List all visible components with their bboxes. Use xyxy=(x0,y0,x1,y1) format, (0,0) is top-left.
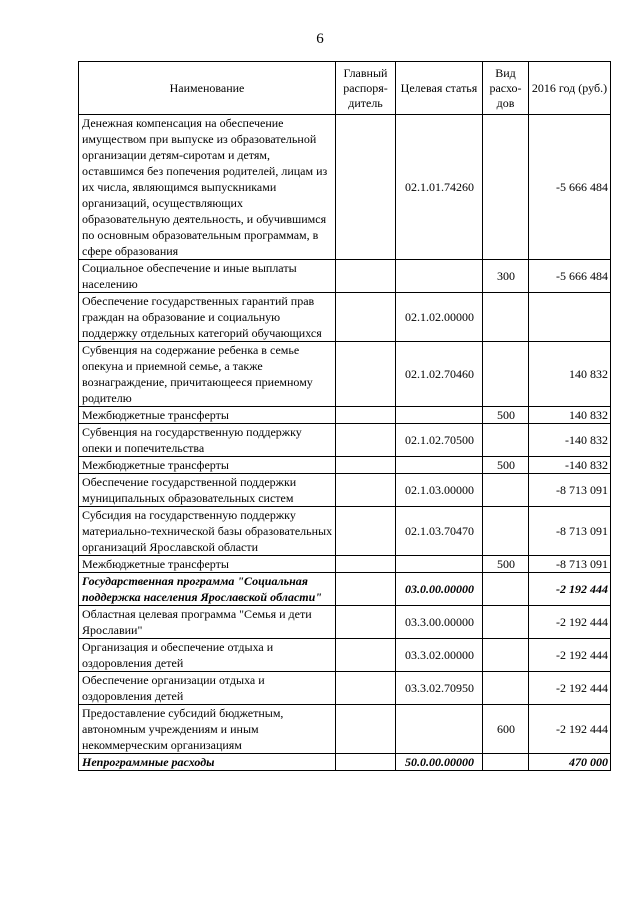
table-row xyxy=(79,556,611,573)
row-amount: 470 000 xyxy=(529,754,611,771)
row-name: Субсидия на государственную поддержку материально-технической базы образовательных организаций Ярославской области xyxy=(79,507,336,556)
table-row xyxy=(79,705,611,754)
row-name: Обеспечение государственных гарантий прав граждан на образование и социальную поддержку отдельных категорий обучающихся xyxy=(79,293,336,342)
table-row xyxy=(79,260,611,293)
table-row xyxy=(79,424,611,457)
table-row xyxy=(79,293,611,342)
row-type xyxy=(483,672,529,705)
header-target: Целевая статья xyxy=(396,62,483,115)
row-name: Предоставление субсидий бюджетным, автономным учреждениям и иным некоммерческим организациям xyxy=(79,705,336,754)
header-admin: Главный распоря-дитель xyxy=(336,62,396,115)
header-name: Наименование xyxy=(79,62,336,115)
row-name: Денежная компенсация на обеспечение имуществом при выпуске из образовательной организации детям-сиротам и детям, оставшимся без попечения родителей, лицам из их числа, являющимся выпускниками организаций, осуществляющих образовательную деятельность, и обучившимся по основным образовательным программам, в сфере образования xyxy=(79,115,336,260)
row-code: 03.3.02.70950 xyxy=(396,672,483,705)
header-type: Вид расхо-дов xyxy=(483,62,529,115)
row-type: 500 xyxy=(483,407,529,424)
row-admin xyxy=(336,606,396,639)
row-code: 02.1.03.00000 xyxy=(396,474,483,507)
row-code: 02.1.02.70500 xyxy=(396,424,483,457)
row-amount: -8 713 091 xyxy=(529,556,611,573)
row-name: Межбюджетные трансферты xyxy=(79,556,336,573)
row-name: Государственная программа "Социальная поддержка населения Ярославской области" xyxy=(79,573,336,606)
row-admin xyxy=(336,407,396,424)
row-code xyxy=(396,556,483,573)
row-code xyxy=(396,260,483,293)
row-amount xyxy=(529,293,611,342)
row-name: Обеспечение организации отдыха и оздоровления детей xyxy=(79,672,336,705)
table-row xyxy=(79,407,611,424)
row-name: Субвенция на государственную поддержку опеки и попечительства xyxy=(79,424,336,457)
row-admin xyxy=(336,115,396,260)
table-row xyxy=(79,573,611,606)
row-admin xyxy=(336,573,396,606)
row-name: Организация и обеспечение отдыха и оздоровления детей xyxy=(79,639,336,672)
header-year: 2016 год (руб.) xyxy=(529,62,611,115)
table-row xyxy=(79,115,611,260)
row-name: Социальное обеспечение и иные выплаты населению xyxy=(79,260,336,293)
row-type: 500 xyxy=(483,457,529,474)
row-amount: -2 192 444 xyxy=(529,672,611,705)
row-type xyxy=(483,115,529,260)
page-number: 6 xyxy=(316,31,324,47)
row-admin xyxy=(336,293,396,342)
row-amount: -8 713 091 xyxy=(529,507,611,556)
row-code: 03.3.02.00000 xyxy=(396,639,483,672)
table-header xyxy=(79,62,611,115)
row-admin xyxy=(336,507,396,556)
row-admin xyxy=(336,754,396,771)
row-name: Межбюджетные трансферты xyxy=(79,407,336,424)
row-amount: -140 832 xyxy=(529,457,611,474)
row-admin xyxy=(336,342,396,407)
table-row xyxy=(79,342,611,407)
table-row xyxy=(79,639,611,672)
row-type xyxy=(483,606,529,639)
row-amount: -2 192 444 xyxy=(529,705,611,754)
row-admin xyxy=(336,639,396,672)
row-admin xyxy=(336,556,396,573)
row-code: 03.0.00.00000 xyxy=(396,573,483,606)
row-name: Непрограммные расходы xyxy=(79,754,336,771)
row-amount: -140 832 xyxy=(529,424,611,457)
row-name: Обеспечение государственной поддержки муниципальных образовательных систем xyxy=(79,474,336,507)
row-code xyxy=(396,705,483,754)
row-amount: 140 832 xyxy=(529,342,611,407)
row-type xyxy=(483,293,529,342)
row-code: 03.3.00.00000 xyxy=(396,606,483,639)
row-type xyxy=(483,507,529,556)
row-type xyxy=(483,424,529,457)
row-type xyxy=(483,573,529,606)
row-code: 02.1.02.00000 xyxy=(396,293,483,342)
table-row xyxy=(79,606,611,639)
row-type: 300 xyxy=(483,260,529,293)
budget-table xyxy=(78,61,611,771)
row-admin xyxy=(336,457,396,474)
row-type: 600 xyxy=(483,705,529,754)
row-code: 50.0.00.00000 xyxy=(396,754,483,771)
row-type xyxy=(483,342,529,407)
row-amount: 140 832 xyxy=(529,407,611,424)
row-code xyxy=(396,407,483,424)
row-name: Областная целевая программа "Семья и дети Ярославии" xyxy=(79,606,336,639)
row-name: Межбюджетные трансферты xyxy=(79,457,336,474)
row-type xyxy=(483,639,529,672)
row-amount: -2 192 444 xyxy=(529,606,611,639)
row-code xyxy=(396,457,483,474)
table-row xyxy=(79,457,611,474)
row-code: 02.1.02.70460 xyxy=(396,342,483,407)
row-code: 02.1.01.74260 xyxy=(396,115,483,260)
row-admin xyxy=(336,474,396,507)
table-body xyxy=(79,115,611,771)
row-type xyxy=(483,754,529,771)
row-amount: -8 713 091 xyxy=(529,474,611,507)
table-row xyxy=(79,507,611,556)
row-amount: -5 666 484 xyxy=(529,260,611,293)
row-admin xyxy=(336,424,396,457)
row-type: 500 xyxy=(483,556,529,573)
row-amount: -2 192 444 xyxy=(529,639,611,672)
row-admin xyxy=(336,260,396,293)
row-admin xyxy=(336,672,396,705)
table-row xyxy=(79,672,611,705)
table-row xyxy=(79,754,611,771)
row-type xyxy=(483,474,529,507)
row-amount: -2 192 444 xyxy=(529,573,611,606)
row-code: 02.1.03.70470 xyxy=(396,507,483,556)
row-amount: -5 666 484 xyxy=(529,115,611,260)
row-name: Субвенция на содержание ребенка в семье опекуна и приемной семье, а также вознаграждение, причитающееся приемному родителю xyxy=(79,342,336,407)
row-admin xyxy=(336,705,396,754)
table-row xyxy=(79,474,611,507)
